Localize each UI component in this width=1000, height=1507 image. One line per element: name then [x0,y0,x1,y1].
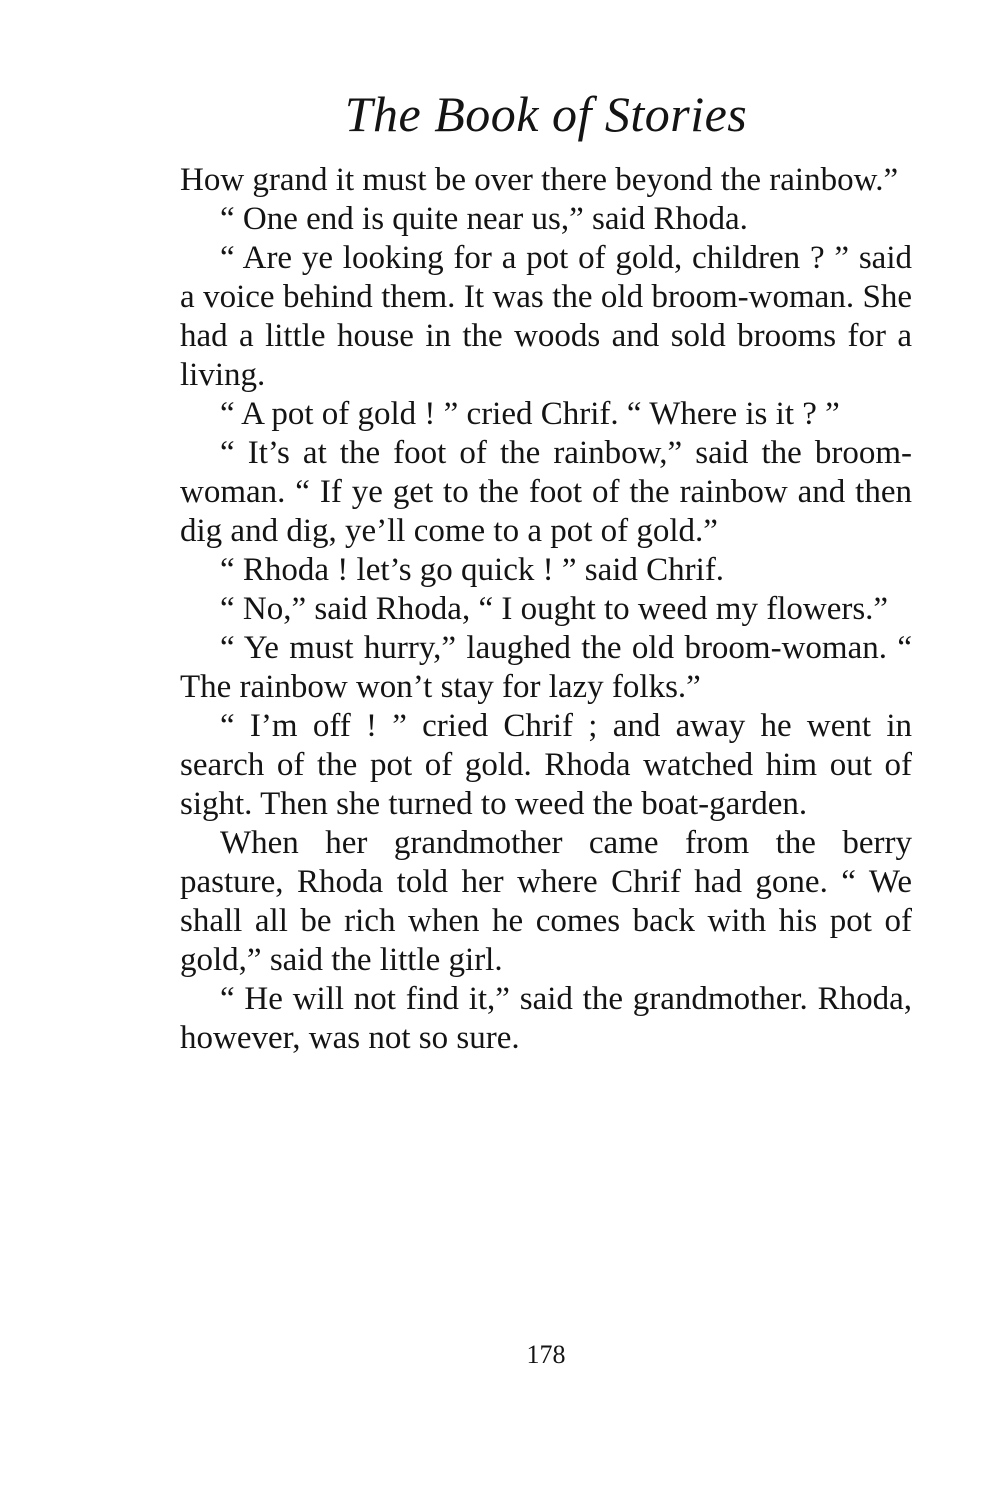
paragraph: How grand it must be over there beyond the rainbow.” [180,162,899,198]
body-text [180,161,912,1058]
paragraph: “ A pot of gold ! ” cried Chrif. “ Where is it ? ” [220,396,840,432]
paragraph: “ Ye must hurry,” laughed the old broom-woman. “ The rainbow won’t stay for lazy folks.” [180,630,912,705]
page-number: 178 [526,1340,566,1369]
paragraph: “ No,” said Rhoda, “ I ought to weed my flowers.” [220,591,889,627]
paragraph: “ He will not find it,” said the grandmother. Rhoda, however, was not so sure. [180,981,912,1056]
paragraph: When her grandmother came from the berry pasture, Rhoda told her where Chrif had gone. “ We shall all be rich when he comes back with his pot of gold,” said the little girl. [180,825,912,978]
running-head-title: The Book of Stories [344,86,748,142]
paragraph: “ One end is quite near us,” said Rhoda. [220,201,748,237]
paragraph: “ It’s at the foot of the rainbow,” said the broom-woman. “ If ye get to the foot of the rainbow and then dig and dig, ye’ll come to a pot of gold.” [180,435,912,549]
paragraph: “ Rhoda ! let’s go quick ! ” said Chrif. [220,552,725,588]
paragraph: “ Are ye looking for a pot of gold, children ? ” said a voice behind them. It was the old broom-woman. She had a little house in the woods and sold brooms for a living. [180,240,912,393]
paragraph: “ I’m off ! ” cried Chrif ; and away he went in search of the pot of gold. Rhoda watched him out of sight. Then she turned to weed the boat-garden. [180,708,912,822]
